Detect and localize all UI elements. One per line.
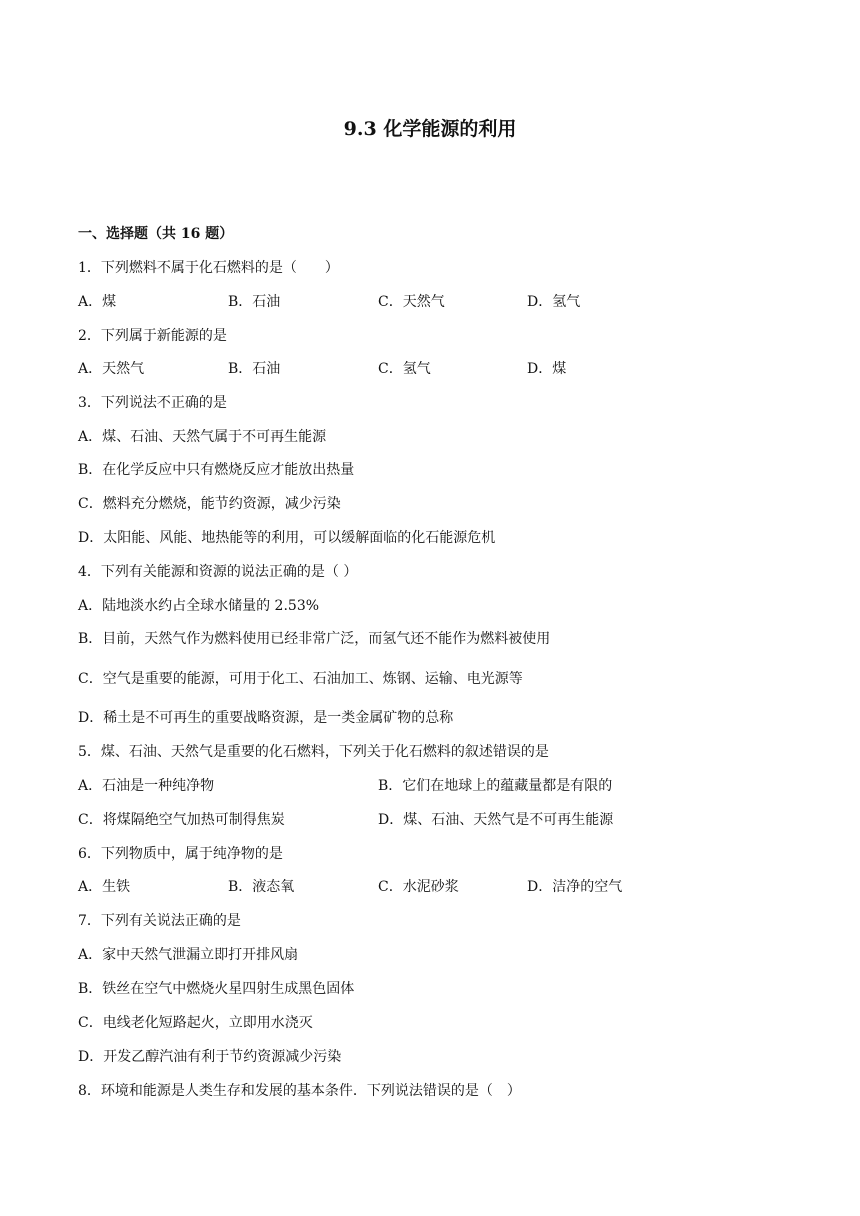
question-3-option-d[interactable]: D．太阳能、风能、地热能等的利用，可以缓解面临的化石能源危机 [78,530,496,546]
question-4-stem: 4．下列有关能源和资源的说法正确的是（ ） [78,564,358,580]
question-5-option-c[interactable]: C．将煤隔绝空气加热可制得焦炭 [78,812,285,828]
question-3-option-b[interactable]: B．在化学反应中只有燃烧反应才能放出热量 [78,462,355,478]
question-1-option-b[interactable]: B．石油 [228,294,281,310]
question-4-option-b[interactable]: B．目前，天然气作为燃料使用已经非常广泛，而氢气还不能作为燃料被使用 [78,631,551,647]
question-8-stem: 8．环境和能源是人类生存和发展的基本条件．下列说法错误的是（ ） [78,1083,521,1099]
question-2-option-a[interactable]: A．天然气 [78,361,145,377]
question-4-option-c[interactable]: C．空气是重要的能源，可用于化工、石油加工、炼钢、运输、电光源等 [78,671,523,687]
question-1-option-a[interactable]: A．煤 [78,294,117,310]
question-2-option-b[interactable]: B．石油 [228,361,281,377]
section-heading: 一、选择题（共 16 题） [78,226,234,242]
question-5-option-b[interactable]: B．它们在地球上的蕴藏量都是有限的 [378,778,613,794]
question-2-stem: 2．下列属于新能源的是 [78,328,227,344]
question-6-stem: 6．下列物质中，属于纯净物的是 [78,846,283,862]
question-5-option-d[interactable]: D．煤、石油、天然气是不可再生能源 [378,812,614,828]
question-3-option-a[interactable]: A．煤、石油、天然气属于不可再生能源 [78,429,327,445]
question-7-option-c[interactable]: C．电线老化短路起火，立即用水浇灭 [78,1015,313,1031]
question-1-stem: 1．下列燃料不属于化石燃料的是（ ） [78,260,339,276]
question-6-option-a[interactable]: A．生铁 [78,879,131,895]
question-3-option-c[interactable]: C．燃料充分燃烧，能节约资源，减少污染 [78,496,341,512]
question-4-option-a[interactable]: A．陆地淡水约占全球水储量的 2.53% [78,598,320,614]
question-5-stem: 5．煤、石油、天然气是重要的化石燃料，下列关于化石燃料的叙述错误的是 [78,744,549,760]
question-4-option-d[interactable]: D．稀土是不可再生的重要战略资源，是一类金属矿物的总称 [78,710,454,726]
question-1-option-c[interactable]: C．天然气 [378,294,445,310]
question-7-option-d[interactable]: D．开发乙醇汽油有利于节约资源减少污染 [78,1049,342,1065]
question-7-option-b[interactable]: B．铁丝在空气中燃烧火星四射生成黑色固体 [78,981,355,997]
page-title: 9.3 化学能源的利用 [343,118,517,140]
question-2-option-d[interactable]: D．煤 [527,361,567,377]
question-7-stem: 7．下列有关说法正确的是 [78,913,241,929]
question-6-option-c[interactable]: C．水泥砂浆 [378,879,459,895]
question-3-stem: 3．下列说法不正确的是 [78,395,227,411]
question-6-option-d[interactable]: D．洁净的空气 [527,879,623,895]
question-2-option-c[interactable]: C．氢气 [378,361,431,377]
question-7-option-a[interactable]: A．家中天然气泄漏立即打开排风扇 [78,947,299,963]
question-5-option-a[interactable]: A．石油是一种纯净物 [78,778,215,794]
question-6-option-b[interactable]: B．液态氧 [228,879,295,895]
question-1-option-d[interactable]: D．氢气 [527,294,581,310]
